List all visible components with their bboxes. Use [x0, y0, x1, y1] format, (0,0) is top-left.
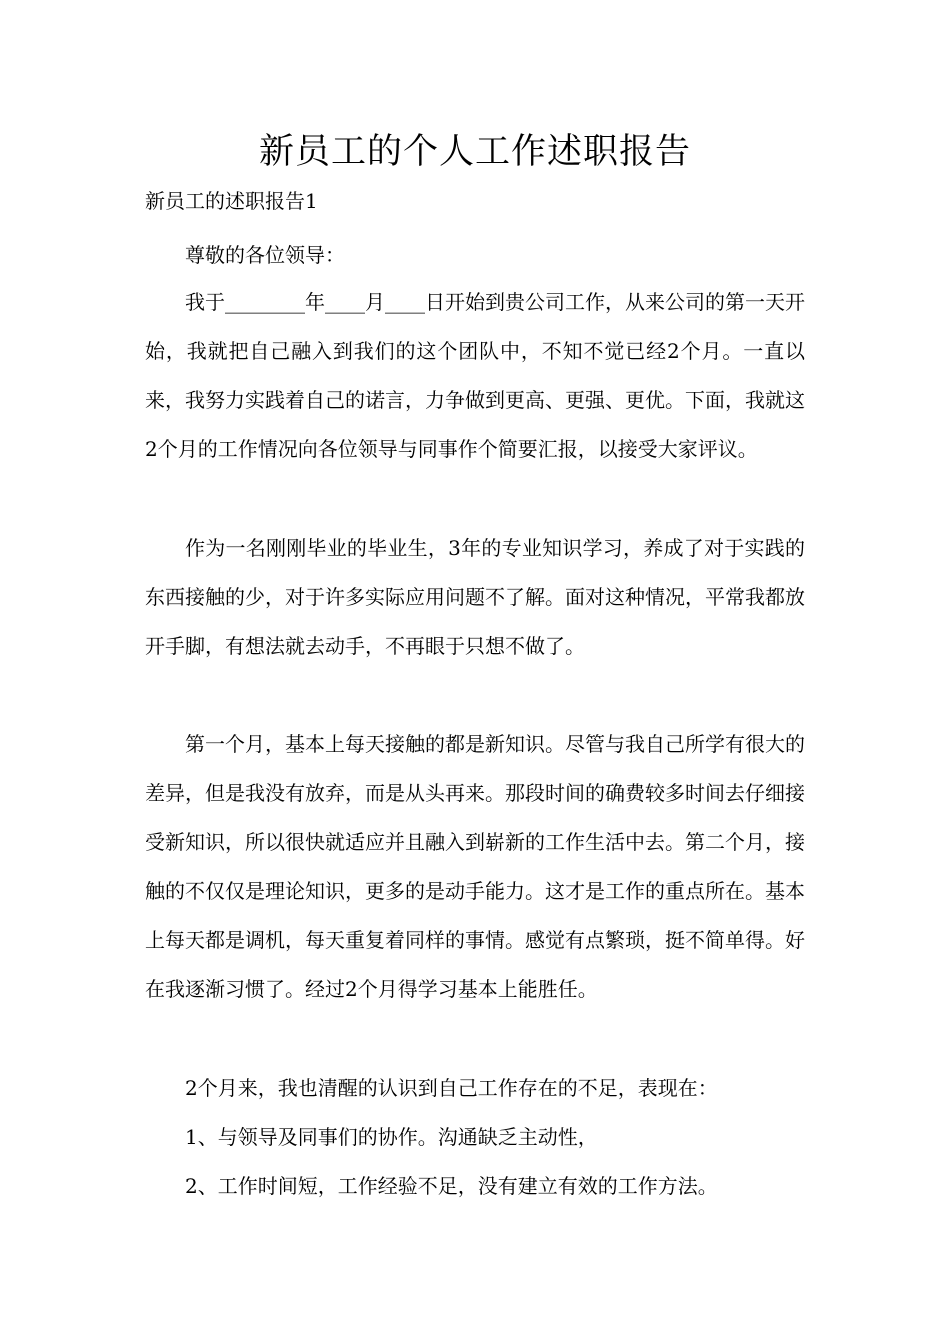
paragraph-shortcomings-intro: 2个月来，我也清醒的认识到自己工作存在的不足，表现在： — [185, 1076, 718, 1100]
paragraph-introduction: 我于________年____月____日开始到贵公司工作，从来公司的第一天开始，我就把自己融入到我们的这个团队中，不知不觉已经2个月。一直以来，我努力实践着自己的诺言，力争做到更高、更强、更优。下面，我就这2个月的工作情况向各位领导与同事作个简要汇报，以接受大家评议。 — [145, 290, 805, 461]
document-title: 新员工的个人工作述职报告 — [258, 132, 691, 172]
report-subtitle: 新员工的述职报告1 — [145, 189, 318, 213]
salutation: 尊敬的各位领导： — [185, 243, 345, 267]
list-item-shortcoming-2: 2、工作时间短，工作经验不足，没有建立有效的工作方法。 — [185, 1174, 718, 1198]
list-item-shortcoming-1: 1、与领导及同事们的协作。沟通缺乏主动性， — [185, 1125, 598, 1149]
paragraph-work-months: 第一个月，基本上每天接触的都是新知识。尽管与我自己所学有很大的差异，但是我没有放弃，而是从头再来。那段时间的确费较多时间去仔细接受新知识，所以很快就适应并且融入到崭新的工作生活中去。第二个月，接触的不仅仅是理论知识，更多的是动手能力。这才是工作的重点所在。基本上每天都是调机，每天重复着同样的事情。感觉有点繁琐，挺不简单得。好在我逐渐习惯了。经过2个月得学习基本上能胜任。 — [145, 732, 805, 1001]
paragraph-background: 作为一名刚刚毕业的毕业生，3年的专业知识学习，养成了对于实践的东西接触的少，对于许多实际应用问题不了解。面对这种情况，平常我都放开手脚，有想法就去动手，不再眼于只想不做了。 — [145, 536, 805, 658]
